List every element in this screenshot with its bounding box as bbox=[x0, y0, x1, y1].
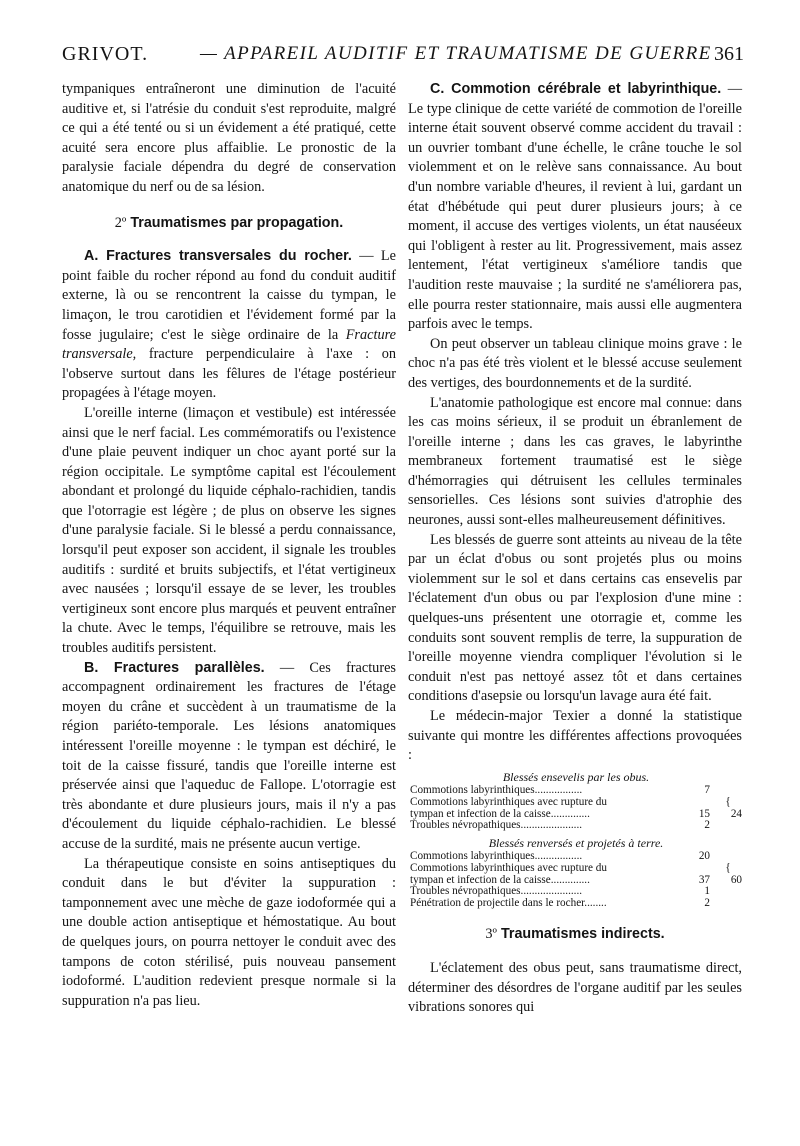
section-heading-propagation bbox=[62, 214, 396, 234]
subsection-label-a: A. Fractures transversales du rocher. bbox=[84, 248, 352, 265]
paragraph-fractures-transversales bbox=[62, 247, 396, 404]
paragraph-continuation: tympaniques entraîneront une diminution de l'acuité auditive et, si l'atrésie du conduit s'est reproduite, malgré ce qui a été tenté ou si un évidement a été pratiqué, cette acuité sera encore plus affaiblie. Le pronostic de la paralysie faciale dépendra du degré de conservation anatomique du nerf ou de sa lésion. bbox=[62, 81, 396, 195]
right-column bbox=[408, 80, 742, 1018]
paragraph-fractures-paralleles bbox=[62, 659, 396, 855]
table-row: Pénétration de projectile dans le rocher........ 2 bbox=[410, 896, 710, 909]
subsection-label-b: B. Fractures parallèles. bbox=[84, 659, 265, 676]
section-number: 2º bbox=[114, 214, 127, 231]
subsection-label-c: C. Commotion cérébrale et labyrinthique. bbox=[430, 81, 722, 97]
table-caption: Blessés renversés et projetés à terre. bbox=[488, 835, 664, 850]
table-rows bbox=[410, 785, 742, 831]
section-title: Traumatismes indirects. bbox=[500, 926, 665, 943]
statistics-table-ensevelis bbox=[410, 769, 742, 832]
table-total: 60 bbox=[730, 873, 742, 886]
running-header bbox=[62, 43, 744, 73]
table-row: Troubles névropathiques...................... 1 bbox=[410, 885, 710, 898]
paragraph-blesses: Les blessés de guerre sont atteints au niveau de la tête par un éclat d'obus ou sont projetés plus ou moins violemment sur le sol et dans certains cas ensevelis par l'éclatement d'un obus ou par l'explosion d'une mine : quelques-uns présentent une otorragie et, comme les conduits sont souvent remplis de terre, la suppuration de l'oreille moyenne viendra compliquer l'évolution si le conduit n'est pas nettoyé assez tôt et dans certaines conditions d'asepsie ou lorsqu'un lavage aura été fait. bbox=[408, 531, 742, 705]
table-row: Commotions labyrinthiques avec rupture du { bbox=[410, 861, 731, 874]
table-row: tympan et infection de la caisse.............. 15 24 bbox=[410, 807, 742, 820]
table-row: Commotions labyrinthiques................. 7 bbox=[410, 784, 710, 797]
header-title: — APPAREIL AUDITIF ET TRAUMATISME DE GUERRE bbox=[200, 43, 712, 64]
text-a-1: — Le point faible du rocher répond au fond du conduit auditif externe, là ou se rencontrent la caisse du tympan, le limaçon, le trou carotidien et l'évidement formé par la fosse jugulaire; c'est le siège ordinaire de la bbox=[62, 248, 396, 343]
table-row: Commotions labyrinthiques avec rupture du { bbox=[410, 795, 731, 808]
page-number: 361 bbox=[714, 43, 744, 65]
section-title: Traumatismes par propagation. bbox=[130, 214, 344, 231]
italic-term: Fracture transversale, bbox=[62, 326, 396, 363]
section-number: 3º bbox=[485, 926, 497, 943]
text-a-2: fracture perpendiculaire à l'axe : on l'observe surtout dans les fêlures de l'étage postérieur propagées à l'étage moyen. bbox=[62, 346, 396, 402]
table-total: 24 bbox=[730, 807, 742, 820]
table-row: Commotions labyrinthiques................. 20 bbox=[410, 850, 710, 863]
text-c: — Le type clinique de cette variété de commotion de l'oreille interne était souvent observé comme accident du travail : un ouvrier tombant d'une échelle, le crâne touche le sol violemment et on le relève sans connaissance. Au bout d'un nombre variable d'heures, il revient à lui, gardant un état d'hébétude qui peut durer plusieurs jours; à ce moment, il accuse des vertiges violents, un état nauséeux qui l'obligent à rester au lit. Progressivement, mais assez lentement, l'état vertigineux s'améliore tandis que l'audition reste mauvaise ; la surdité ne s'améliorera pas, elle pourra rester stationnaire, mais aussi elle augmentera parfois avec le temps. bbox=[408, 81, 743, 333]
paragraph-tableau: On peut observer un tableau clinique moins grave : le choc n'a pas été très violent et le blessé accuse seulement des vertiges, des bourdonnements et de la surdité. bbox=[408, 335, 742, 391]
paragraph-commotion bbox=[408, 80, 742, 335]
text-b: — Ces fractures accompagnent ordinairement les fractures de l'étage moyen du crâne et succèdent à un traumatisme de la région pariéto-temporale. Les lésions anatomiques intéressent l'oreille moyenne : le tympan est déchiré, le toit de la caisse fissuré, tandis que l'oreille interne est préservée ainsi que l'aqueduc de Fallope. L'otorragie est très abondante et dure plusieurs jours, mais il n'y a pas d'écoulement du liquide céphalo-rachidien. Le blessé accuse de la surdité, mais ne présente aucun vertige. bbox=[62, 659, 396, 852]
paragraph-texier: Le médecin-major Texier a donné la statistique suivante qui montre les différentes affections provoquées : bbox=[408, 708, 742, 764]
left-column bbox=[62, 80, 396, 1011]
table-rows bbox=[410, 851, 742, 909]
section-heading-indirects bbox=[408, 925, 742, 945]
header-author: GRIVOT. bbox=[62, 43, 149, 65]
table-row: tympan et infection de la caisse.............. 37 60 bbox=[410, 873, 742, 886]
statistics-table-projetes bbox=[410, 835, 742, 910]
table-row: Troubles névropathiques...................... 2 bbox=[410, 819, 710, 832]
table-caption: Blessés ensevelis par les obus. bbox=[502, 769, 650, 784]
paragraph-eclatement: L'éclatement des obus peut, sans traumatisme direct, déterminer des désordres de l'organe auditif par les seules vibrations sonores qui bbox=[408, 959, 742, 1016]
paragraph-oreille-interne: L'oreille interne (limaçon et vestibule) est intéressée ainsi que le nerf facial. Les commémoratifs ou l'existence d'une plaie peuvent indiquer un choc ayant porté sur la région occipitale. Le symptôme capital est l'écoulement abondant et prolongé du liquide céphalo-rachidien, tandis que l'otorragie est légère ; de plus on observe les signes d'une paralysie faciale. Si le blessé a perdu connaissance, lorsqu'il peut exposer son accident, il signale les troubles auditifs : surdité et bruits subjectifs, et l'état vertigineux avec nausées ; lorsqu'il essaye de se lever, les troubles vertigineux sont encore plus marqués et peuvent entraîner la chute. Avec le temps, l'équilibre se retrouve, mais les troubles auditifs persistent. bbox=[62, 404, 396, 657]
paragraph-anatomie: L'anatomie pathologique est encore mal connue: dans les cas moins sérieux, il se produit un ébranlement de l'oreille interne ; dans les cas graves, le labyrinthe membraneux fortement traumatisé est le siège d'hémorragies qui détruisent les cellules terminales sensorielles. Ces lésions sont suivies d'atrophie des neurones, aussi sont-elles malheureusement définitives. bbox=[408, 394, 742, 529]
paragraph-therapeutique: La thérapeutique consiste en soins antiseptiques du conduit dans le but d'éviter la suppuration : tamponnement avec une mèche de gaze iodoformée qui a une double action antiseptique et hémostatique. Au bout de quelques jours, on pourra nettoyer le conduit avec des tampons de coton stérilisé, puis nouveau pansement iodoformé. L'audition redevient presque normale si la suppuration n'a pas lieu. bbox=[62, 855, 396, 1009]
